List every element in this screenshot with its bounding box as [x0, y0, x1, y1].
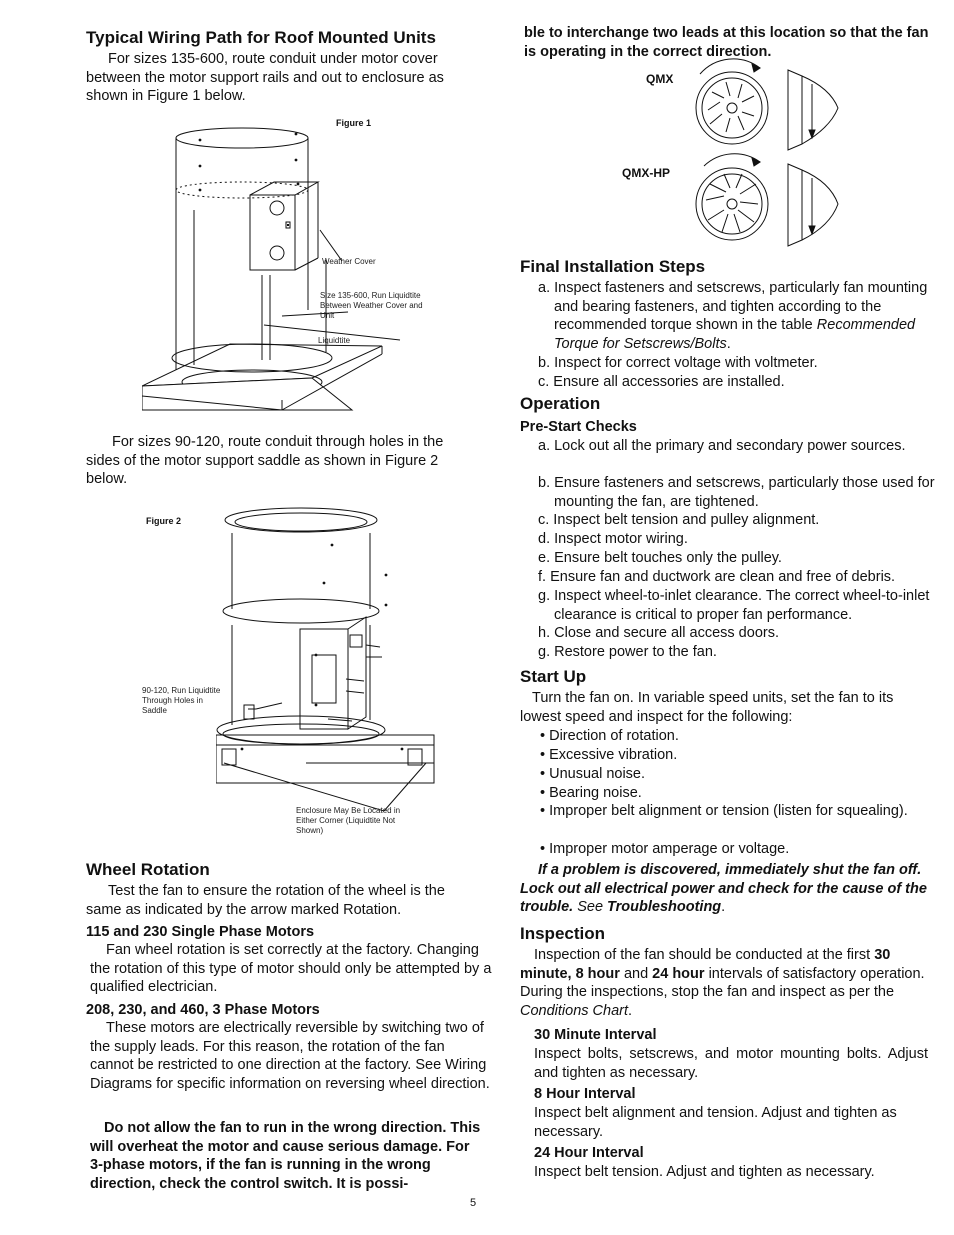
- interval-30-heading: 30 Minute Interval: [534, 1027, 657, 1043]
- startup-item-5: • Improper belt alignment or tension (listen for squealing).: [540, 803, 908, 819]
- problem-see: See: [577, 899, 604, 916]
- wiring-heading: Typical Wiring Path for Roof Mounted Units: [86, 28, 436, 47]
- figure-2-diagram: [216, 505, 456, 835]
- wiring-paragraph-2: For sizes 90-120, route conduit through holes in the sides of the motor support saddle as shown in Figure 2 below.: [86, 434, 444, 488]
- prestart-item-d: d. Inspect motor wiring.: [538, 531, 688, 547]
- wheel-rotation-paragraph: Test the fan to ensure the rotation of the wheel is the same as indicated by the arrow marked Rotation.: [86, 883, 445, 918]
- final-installation-heading: Final Installation Steps: [520, 257, 706, 276]
- inspection-text-e: intervals of satisfactory operation. During the inspections, stop the fan and inspect as per the: [520, 965, 925, 1001]
- callout-enclosure: Enclosure May Be Located in Either Corner (Liquidtite Not Shown): [296, 806, 401, 835]
- inspection-intervals-a: 30 minute, 8 hour: [520, 947, 891, 982]
- prestart-item-b: b. Ensure fasteners and setscrews, particularly those used for mounting the fan, are tightened.: [538, 475, 935, 510]
- conditions-chart-ref: Conditions Chart: [520, 1003, 628, 1020]
- inspection-text-and: and: [623, 965, 649, 982]
- prestart-item-g2: g. Restore power to the fan.: [538, 644, 717, 660]
- startup-item-1: • Direction of rotation.: [540, 728, 679, 744]
- single-phase-heading: 115 and 230 Single Phase Motors: [86, 924, 315, 940]
- figure-1-diagram: [142, 120, 442, 420]
- startup-paragraph: Turn the fan on. In variable speed units, set the fan to its lowest speed and inspect for the following:: [520, 690, 894, 725]
- problem-text: If a problem is discovered, immediately shut the fan off. Lock out all electrical power and check for the cause of the trouble.: [520, 862, 927, 916]
- final-item-a-text: a. Inspect fasteners and setscrews, particularly fan mounting and bearing fasteners, and tighten according to the recommended torque shown in the table: [538, 280, 928, 334]
- operation-heading: Operation: [520, 394, 601, 413]
- callout-liquidtite: Liquidtite: [318, 336, 351, 345]
- final-item-b: b. Inspect for correct voltage with voltmeter.: [538, 355, 818, 371]
- qmx-hp-label: QMX-HP: [622, 166, 670, 180]
- inspection-intervals-b: 24 hour: [652, 965, 705, 982]
- interval-8-heading: 8 Hour Interval: [534, 1086, 636, 1102]
- interval-24-paragraph: Inspect belt tension. Adjust and tighten as necessary.: [534, 1164, 875, 1180]
- three-phase-heading: 208, 230, and 460, 3 Phase Motors: [86, 1002, 320, 1018]
- inspection-paragraph: Inspection of the fan should be conducted at the first 30 minute, 8 hour and 24 hour intervals of satisfactory operation. During the inspections, stop the fan and inspect as per the Conditions Chart.: [520, 947, 925, 1020]
- prestart-item-e: e. Ensure belt touches only the pulley.: [538, 550, 782, 566]
- wiring-paragraph-1: For sizes 135-600, route conduit under motor cover between the motor support rails and out to enclosure as shown in Figure 1 below.: [86, 51, 444, 105]
- figure-1-label: Figure 1: [336, 118, 372, 128]
- startup-item-2: • Excessive vibration.: [540, 747, 678, 763]
- startup-item-6: • Improper motor amperage or voltage.: [540, 841, 790, 857]
- warning-continued: ble to interchange two leads at this location so that the fan is operating in the correct direction.: [524, 25, 929, 60]
- prestart-item-f: f. Ensure fan and ductwork are clean and free of debris.: [538, 569, 896, 585]
- callout-90-120: 90-120, Run Liquidtite Through Holes in Saddle: [142, 686, 221, 715]
- prestart-item-g: g. Inspect wheel-to-inlet clearance. The correct wheel-to-inlet clearance is critical to proper fan performance.: [538, 588, 930, 623]
- prestart-item-a: a. Lock out all the primary and secondary power sources.: [538, 438, 906, 454]
- torque-table-ref: Recommended Torque for Setscrews/Bolts: [554, 317, 916, 353]
- prestart-heading: Pre-Start Checks: [520, 419, 637, 435]
- prestart-item-h: h. Close and secure all access doors.: [538, 625, 779, 641]
- fan-rotation-diagram: [690, 58, 860, 248]
- startup-item-4: • Bearing noise.: [540, 785, 642, 801]
- figure-2-label: Figure 2: [146, 516, 182, 526]
- page-number: 5: [470, 1197, 477, 1209]
- final-item-a: a. Inspect fasteners and setscrews, particularly fan mounting and bearing fasteners, and tighten according to the recommended torque shown in the table Recommended Torque for Setscrews/Bolts.: [538, 280, 928, 353]
- interval-24-heading: 24 Hour Interval: [534, 1145, 644, 1161]
- troubleshooting-ref: Troubleshooting: [607, 899, 722, 916]
- problem-paragraph: If a problem is discovered, immediately shut the fan off. Lock out all electrical power and check for the cause of the trouble. See Troubleshooting.: [520, 862, 927, 916]
- wheel-rotation-heading: Wheel Rotation: [86, 860, 210, 879]
- final-item-c: c. Ensure all accessories are installed.: [538, 374, 785, 390]
- inspection-heading: Inspection: [520, 924, 606, 943]
- qmx-label: QMX: [646, 72, 674, 86]
- warning-paragraph: Do not allow the fan to run in the wrong direction. This will overheat the motor and cause serious damage. For 3-phase motors, if the fan is running in the wrong direction, check the control switch. It is possi-: [90, 1120, 481, 1193]
- three-phase-paragraph: These motors are electrically reversible by switching two of the supply leads. For this reason, the rotation of the fan cannot be restricted to one direction at the factory. See Wiring Diagrams for specific information on reversing wheel direction.: [90, 1020, 490, 1093]
- single-phase-paragraph: Fan wheel rotation is set correctly at the factory. Changing the rotation of this type of motor should only be attempted by a qualified electrician.: [90, 942, 492, 996]
- inspection-text-a: Inspection of the fan should be conducted at the first: [534, 947, 871, 963]
- prestart-item-c: c. Inspect belt tension and pulley alignment.: [538, 512, 820, 528]
- interval-8-paragraph: Inspect belt alignment and tension. Adjust and tighten as necessary.: [534, 1105, 897, 1140]
- callout-size-135-600: Size 135-600, Run Liquidtite Between Weather Cover and Unit: [320, 291, 423, 320]
- startup-heading: Start Up: [520, 667, 587, 686]
- callout-weather-cover: Weather Cover: [322, 257, 376, 266]
- startup-item-3: • Unusual noise.: [540, 766, 646, 782]
- interval-30-paragraph: Inspect bolts, setscrews, and motor mounting bolts. Adjust and tighten as necessary.: [534, 1046, 928, 1081]
